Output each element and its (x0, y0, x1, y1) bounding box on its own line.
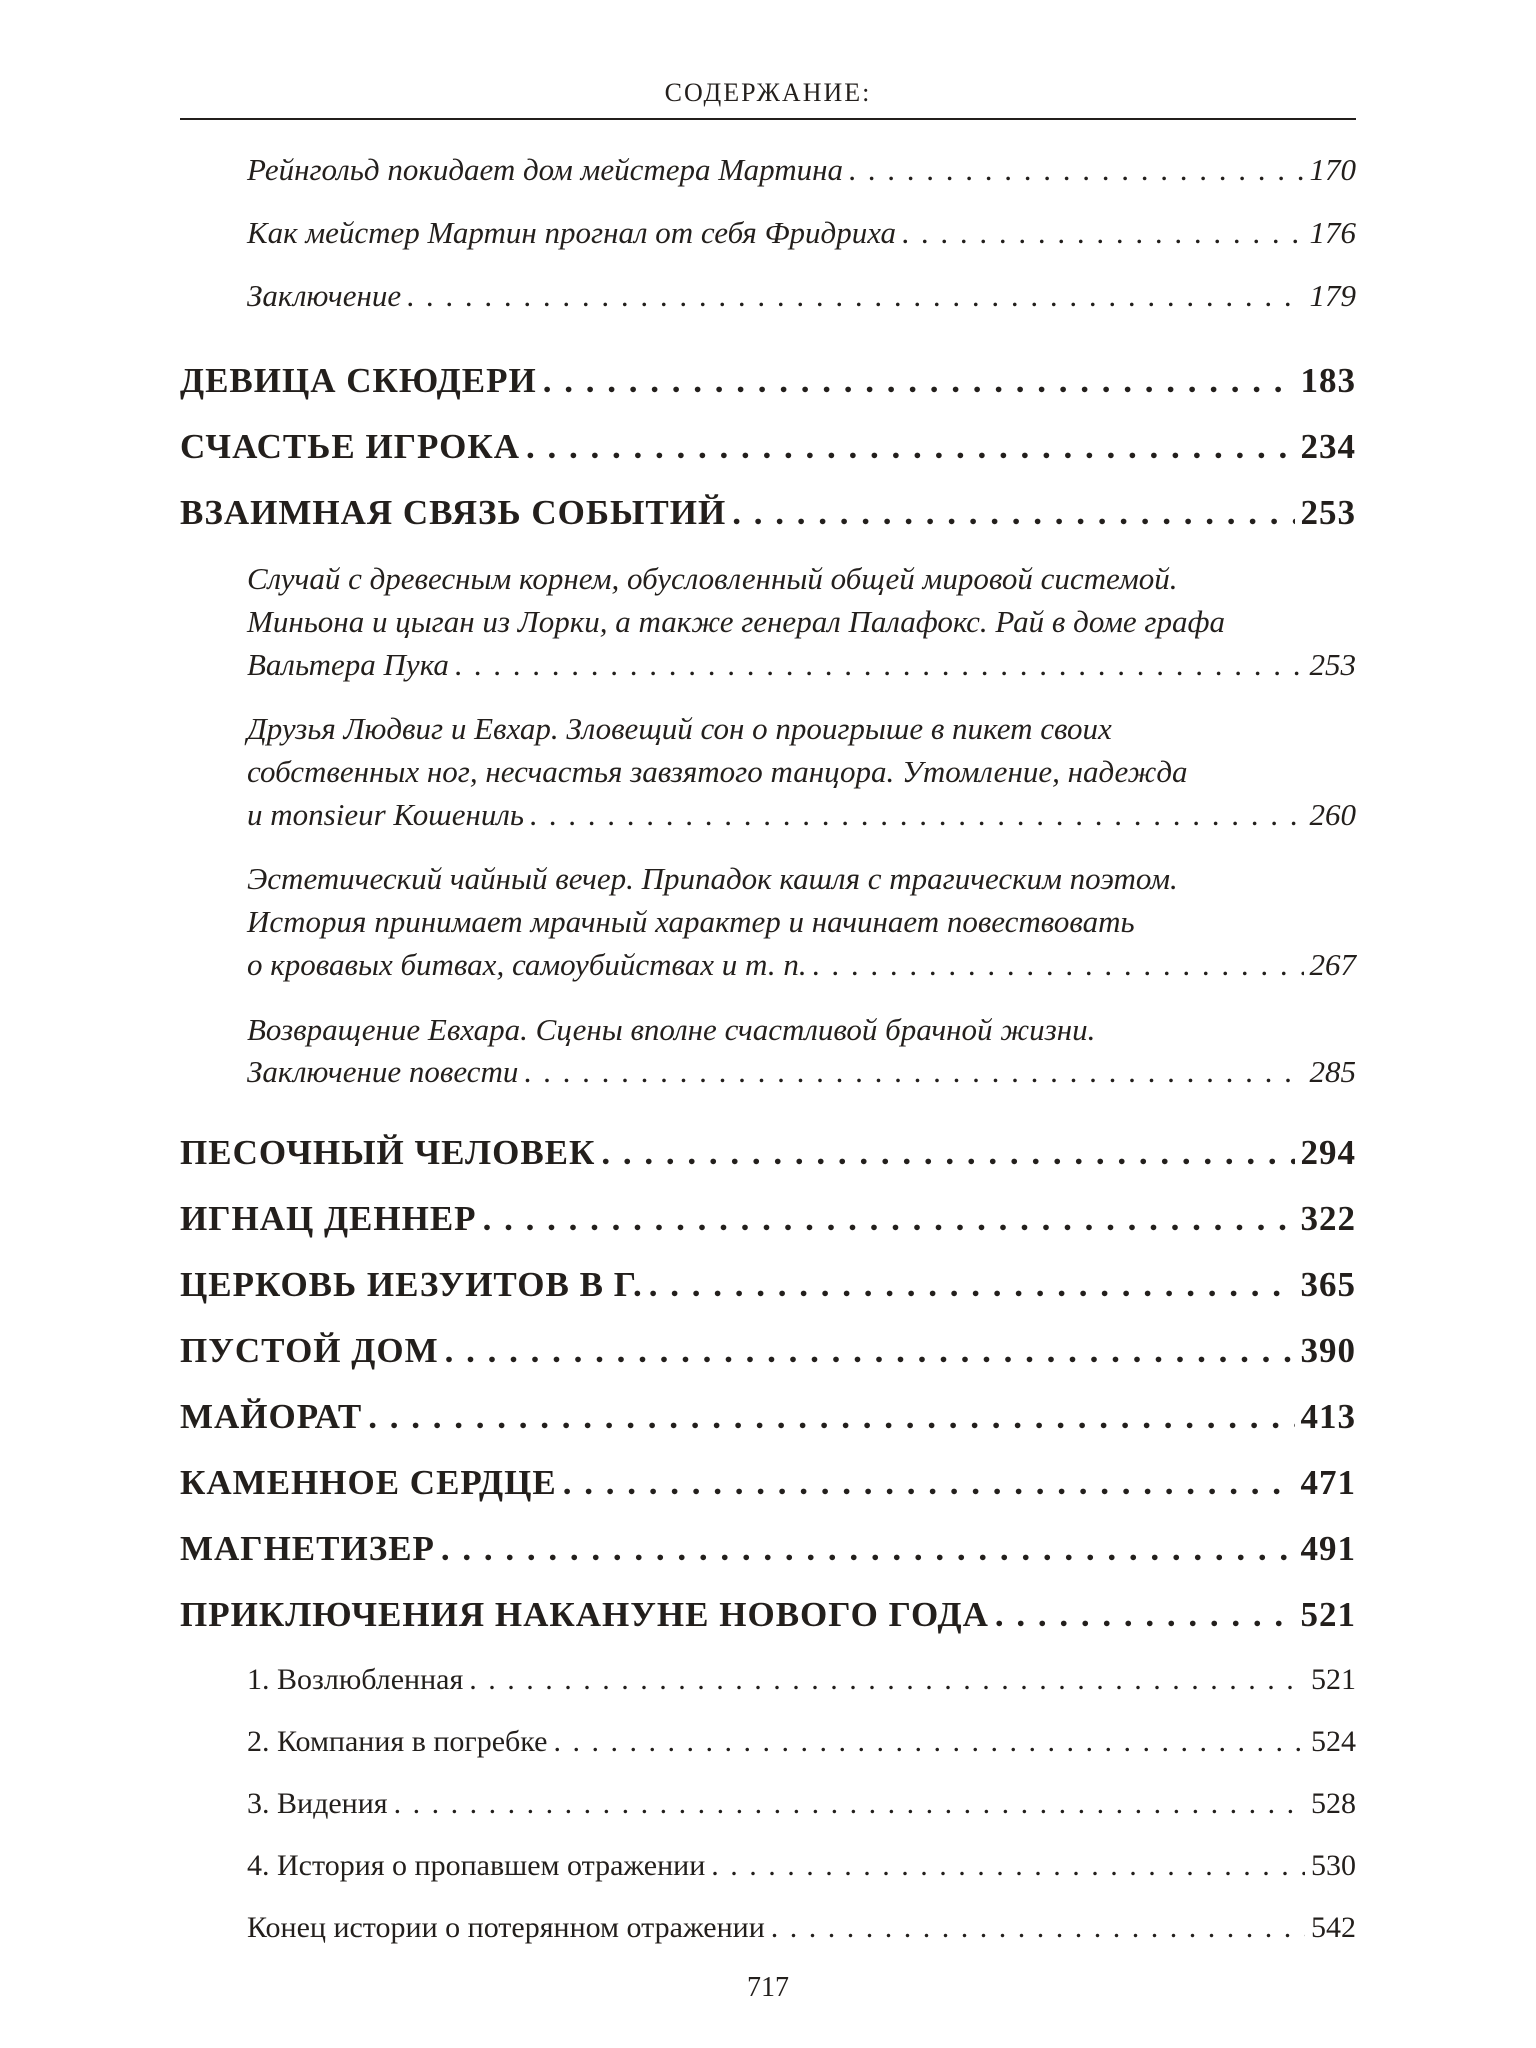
toc-entry-page: 542 (1311, 1911, 1356, 1944)
toc-entry-title: ПУСТОЙ ДОМ (180, 1331, 439, 1370)
toc-entry-title: КАМЕННОЕ СЕРДЦЕ (180, 1463, 557, 1502)
toc-entry (247, 947, 1356, 983)
toc-entry (247, 797, 1356, 833)
leader-dots (902, 215, 1303, 251)
toc-entry-page: 413 (1300, 1397, 1356, 1436)
toc-work-entry (180, 1331, 1356, 1371)
leader-dots (849, 152, 1304, 188)
toc-entry-line: Друзья Людвиг и Евхар. Зловещий сон о проигрыше в пикет своих (247, 711, 1112, 746)
toc-entry-title: Конец истории о потерянном отражении (247, 1911, 765, 1944)
toc-entry-page: 322 (1300, 1199, 1356, 1238)
toc-work-entry (180, 1265, 1356, 1305)
toc-entry-page: 530 (1311, 1849, 1356, 1882)
toc-entry-title: ВЗАИМНАЯ СВЯЗЬ СОБЫТИЙ (180, 493, 727, 532)
toc-work-entry (180, 493, 1356, 533)
leader-dots (732, 493, 1294, 533)
leader-dots (601, 1133, 1294, 1173)
leader-dots (649, 1265, 1295, 1305)
toc-entry-title: 1. Возлюбленная (247, 1663, 464, 1696)
toc-work-entry (180, 1397, 1356, 1437)
leader-dots (441, 1529, 1295, 1569)
leader-dots (526, 427, 1294, 467)
toc-entry (247, 278, 1356, 314)
toc-entry-title: СЧАСТЬЕ ИГРОКА (180, 427, 521, 466)
toc-entry-title: ИГНАЦ ДЕННЕР (180, 1199, 477, 1238)
toc-chapter-entry (247, 1725, 1356, 1759)
page-number: 717 (747, 1972, 789, 2003)
leader-dots (813, 947, 1304, 983)
toc-work-entry (180, 1133, 1356, 1173)
leader-dots (445, 1331, 1295, 1371)
toc-entry-page: 524 (1311, 1725, 1356, 1758)
toc-entry (247, 152, 1356, 188)
leader-dots (455, 647, 1304, 683)
leader-dots (394, 1787, 1305, 1821)
toc-entry-title: ДЕВИЦА СКЮДЕРИ (180, 361, 537, 400)
leader-dots (563, 1463, 1295, 1503)
toc-entry-line: собственных ног, несчастья завзятого танцора. Утомление, надежда (247, 754, 1188, 789)
toc-entry-title: и monsieur Кошениль (247, 797, 524, 832)
toc-entry-page: 528 (1311, 1787, 1356, 1820)
toc-entry-page: 471 (1300, 1463, 1356, 1502)
toc-entry-page: 253 (1309, 647, 1356, 682)
leader-dots (368, 1397, 1294, 1437)
toc-entry-title: ЦЕРКОВЬ ИЕЗУИТОВ В Г. (180, 1265, 643, 1304)
toc-entry-line: История принимает мрачный характер и начинает повествовать (247, 904, 1135, 939)
header-rule (180, 118, 1356, 120)
toc-entry-page: 234 (1300, 427, 1356, 466)
toc-work-entry (180, 1595, 1356, 1635)
toc-entry-title: Заключение повести (247, 1054, 519, 1089)
toc-entry-page: 260 (1309, 797, 1356, 832)
toc-entry-title: МАЙОРАТ (180, 1397, 363, 1436)
leader-dots (483, 1199, 1295, 1239)
leader-dots (771, 1911, 1305, 1945)
toc-entry-page: 253 (1300, 493, 1356, 532)
leader-dots (711, 1849, 1305, 1883)
toc-entry-page: 179 (1309, 278, 1356, 313)
toc-entry-title: о кровавых битвах, самоубийствах и т. п. (247, 947, 807, 982)
toc-entry-line: Возвращение Евхара. Сцены вполне счастливой брачной жизни. (247, 1012, 1096, 1047)
leader-dots (530, 797, 1304, 833)
toc-entry-title: Как мейстер Мартин прогнал от себя Фридриха (247, 215, 897, 250)
toc-entry-page: 176 (1309, 215, 1356, 250)
toc-work-entry (180, 1529, 1356, 1569)
toc-entry-line: Миньона и цыган из Лорки, а также генерал Палафокс. Рай в доме графа (247, 604, 1226, 639)
toc-entry-page: 390 (1300, 1331, 1356, 1370)
toc-entry-title: ПРИКЛЮЧЕНИЯ НАКАНУНЕ НОВОГО ГОДА (180, 1595, 989, 1634)
toc-work-entry (180, 361, 1356, 401)
toc-entry-line: Случай с древесным корнем, обусловленный общей мировой системой. (247, 561, 1178, 596)
toc-chapter-entry (247, 1787, 1356, 1821)
toc-entry-title: Заключение (247, 278, 402, 313)
toc-work-entry (180, 1463, 1356, 1503)
toc-chapter-entry (247, 1663, 1356, 1697)
toc-entry-title: Рейнгольд покидает дом мейстера Мартина (247, 152, 843, 187)
toc-entry-line: Эстетический чайный вечер. Припадок кашля с трагическим поэтом. (247, 861, 1178, 896)
running-header: СОДЕРЖАНИЕ: (664, 78, 872, 107)
toc-entry-page: 183 (1300, 361, 1356, 400)
toc-entry-page: 294 (1300, 1133, 1356, 1172)
leader-dots (524, 1054, 1303, 1090)
toc-entry-title: 3. Видения (247, 1787, 388, 1820)
toc-chapter-entry (247, 1849, 1356, 1883)
toc-entry-title: 2. Компания в погребке (247, 1725, 548, 1758)
toc-entry (247, 647, 1356, 683)
leader-dots (407, 278, 1303, 314)
toc-entry-page: 521 (1311, 1663, 1356, 1696)
toc-chapter-entry (247, 1911, 1356, 1945)
toc-entry-title: Вальтера Пука (247, 647, 449, 682)
toc-entry-page: 521 (1300, 1595, 1356, 1634)
toc-entry-page: 285 (1309, 1054, 1356, 1089)
leader-dots (995, 1595, 1295, 1635)
toc-entry-page: 267 (1309, 947, 1356, 982)
leader-dots (553, 1725, 1305, 1759)
toc-work-entry (180, 427, 1356, 467)
toc-work-entry (180, 1199, 1356, 1239)
toc-entry (247, 215, 1356, 251)
toc-entry-page: 170 (1309, 152, 1356, 187)
leader-dots (469, 1663, 1305, 1697)
toc-entry-page: 365 (1300, 1265, 1356, 1304)
toc-entry-title: ПЕСОЧНЫЙ ЧЕЛОВЕК (180, 1133, 596, 1172)
toc-entry-title: МАГНЕТИЗЕР (180, 1529, 435, 1568)
toc-entry-page: 491 (1300, 1529, 1356, 1568)
toc-entry-title: 4. История о пропавшем отражении (247, 1849, 706, 1882)
leader-dots (543, 361, 1295, 401)
toc-entry (247, 1054, 1356, 1090)
